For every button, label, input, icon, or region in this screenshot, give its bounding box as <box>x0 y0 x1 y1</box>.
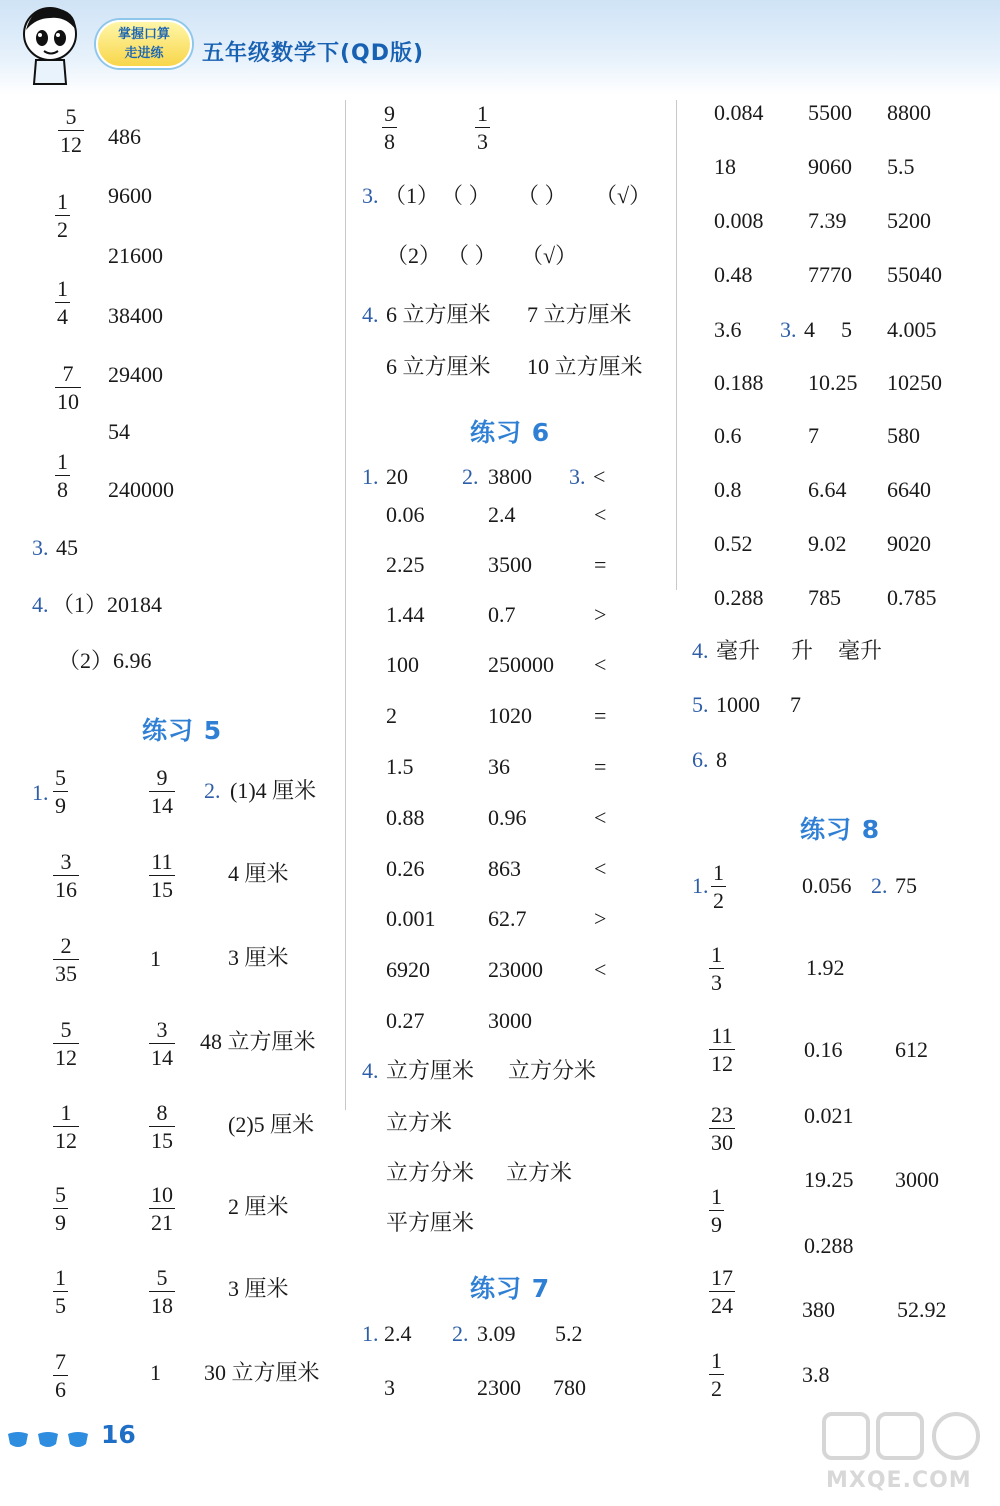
fraction <box>709 941 724 996</box>
fraction <box>709 1022 735 1077</box>
numerator: 2 <box>60 933 72 958</box>
answer-value: 3000 <box>895 1167 939 1192</box>
numerator: 5 <box>156 1265 168 1290</box>
cell: 8800 <box>887 100 931 125</box>
fraction <box>149 848 175 903</box>
answer-value: 2300 <box>477 1375 521 1400</box>
fraction <box>53 932 79 987</box>
numerator: 9 <box>156 765 168 790</box>
denominator: 12 <box>60 132 82 157</box>
cell: 7.39 <box>808 208 847 233</box>
logo-line-2: 走进练 <box>124 46 164 61</box>
answer-value: 45 <box>56 535 78 560</box>
answer-value: 9600 <box>108 183 152 208</box>
denominator: 15 <box>151 877 173 902</box>
cell: 0.88 <box>386 805 425 830</box>
answer-value: 780 <box>553 1375 586 1400</box>
comparison-sign: < <box>594 502 607 527</box>
answer-value: 3800 <box>488 464 532 489</box>
denominator: 10 <box>57 389 79 414</box>
column-divider-right <box>676 100 677 590</box>
cell: 9.02 <box>808 531 847 556</box>
answer-value: 38400 <box>108 303 163 328</box>
numerator: 11 <box>711 1023 733 1048</box>
cell: 0.52 <box>714 531 753 556</box>
cell: 18 <box>714 154 736 179</box>
numerator: 11 <box>151 849 173 874</box>
mascot-icon <box>20 4 82 86</box>
numerator: 1 <box>477 101 488 126</box>
answer-value: （2）6.96 <box>58 648 152 673</box>
numerator: 7 <box>62 361 74 386</box>
column-divider-left <box>345 100 346 1110</box>
question-number: 4. <box>32 592 49 617</box>
answer-value: (1)4 厘米 <box>230 778 317 803</box>
cell: 9020 <box>887 531 931 556</box>
fraction <box>475 100 490 155</box>
numerator: 3 <box>156 1017 168 1042</box>
cell: 3.6 <box>714 317 742 342</box>
denominator: 8 <box>57 477 68 502</box>
cell: 7 <box>808 423 819 448</box>
denominator: 6 <box>55 1377 66 1402</box>
denominator: 2 <box>713 888 724 913</box>
cell: 2.25 <box>386 552 425 577</box>
question-number: 1. <box>32 780 49 805</box>
answer-value: （√） <box>521 243 578 268</box>
fraction <box>709 1347 724 1402</box>
denominator: 35 <box>55 961 77 986</box>
answer-value: 0.021 <box>804 1103 854 1128</box>
answer-value: 75 <box>895 873 917 898</box>
denominator: 9 <box>711 1212 722 1237</box>
answer-value: （ ） <box>441 183 491 208</box>
comparison-sign: = <box>594 754 607 779</box>
footer-decoration-icon <box>6 1428 96 1452</box>
cell: 7770 <box>808 262 852 287</box>
answer-value: (2)5 厘米 <box>228 1112 315 1137</box>
numerator: 10 <box>151 1182 173 1207</box>
answer-value: （√） <box>595 183 652 208</box>
question-number: 2. <box>871 873 888 898</box>
cell: 55040 <box>887 262 942 287</box>
cell: 0.26 <box>386 856 425 881</box>
answer-value: （1） <box>384 183 440 208</box>
logo-line-1: 掌握口算 <box>117 27 170 42</box>
cell: 580 <box>887 423 920 448</box>
answer-value: 立方分米 <box>386 1160 475 1185</box>
numerator: 1 <box>57 189 68 214</box>
cell: 1.44 <box>386 602 425 627</box>
denominator: 2 <box>711 1376 722 1401</box>
answer-value: < <box>593 464 606 489</box>
numerator: 5 <box>55 1182 66 1207</box>
comparison-sign: > <box>594 602 607 627</box>
denominator: 4 <box>57 304 68 329</box>
series-logo <box>96 20 192 68</box>
answer-value: 0.056 <box>802 873 852 898</box>
answer-value: 3.8 <box>802 1362 830 1387</box>
watermark-text: MXQE.COM <box>826 1468 972 1493</box>
answer-value: 7 立方厘米 <box>527 302 632 327</box>
cell: 0.06 <box>386 502 425 527</box>
answer-value: （ ） <box>517 183 567 208</box>
answer-value: 1.92 <box>806 955 845 980</box>
answer-value: 48 立方厘米 <box>200 1029 316 1054</box>
cell: 0.785 <box>887 585 937 610</box>
cell: 6.64 <box>808 477 847 502</box>
numerator: 1 <box>711 942 722 967</box>
denominator: 12 <box>55 1128 77 1153</box>
cell: 0.8 <box>714 477 742 502</box>
denominator: 12 <box>711 1051 733 1076</box>
question-number: 2. <box>462 464 479 489</box>
answer-value: 1 <box>150 946 161 971</box>
fraction <box>149 764 175 819</box>
cell: 0.288 <box>714 585 764 610</box>
question-number: 3. <box>780 317 797 342</box>
denominator: 14 <box>151 793 173 818</box>
answer-value: 1 <box>150 1360 161 1385</box>
denominator: 30 <box>711 1130 733 1155</box>
comparison-sign: < <box>594 652 607 677</box>
answer-value: 21600 <box>108 243 163 268</box>
comparison-sign: < <box>594 805 607 830</box>
comparison-sign: > <box>594 906 607 931</box>
fraction <box>53 848 79 903</box>
denominator: 3 <box>711 970 722 995</box>
denominator: 9 <box>55 1210 66 1235</box>
question-number: 6. <box>692 747 709 772</box>
answer-value: 毫升 <box>716 638 761 663</box>
answer-value: 0.288 <box>804 1233 854 1258</box>
numerator: 1 <box>711 1348 722 1373</box>
answer-value: 6 立方厘米 <box>386 354 491 379</box>
answer-value: 30 立方厘米 <box>204 1360 320 1385</box>
answer-value: 1000 <box>716 692 760 717</box>
cell: 6640 <box>887 477 931 502</box>
answer-value: 240000 <box>108 477 174 502</box>
denominator: 8 <box>384 129 395 154</box>
numerator: 1 <box>711 1184 722 1209</box>
answer-value: （1）20184 <box>52 592 163 617</box>
answer-value: 立方厘米 <box>386 1058 475 1083</box>
answer-value: 平方厘米 <box>386 1210 475 1235</box>
cell: 0.6 <box>714 423 742 448</box>
denominator: 3 <box>477 129 488 154</box>
fraction <box>53 1016 79 1071</box>
numerator: 1 <box>55 1265 66 1290</box>
cell: 0.008 <box>714 208 764 233</box>
cell: 0.001 <box>386 906 436 931</box>
numerator: 17 <box>711 1265 733 1290</box>
book-title: 五年级数学下(QD版) <box>202 41 425 66</box>
answer-value: 0.16 <box>804 1037 843 1062</box>
fraction <box>55 275 70 330</box>
cell: 1.5 <box>386 754 414 779</box>
answer-value: 3 厘米 <box>228 945 289 970</box>
denominator: 9 <box>55 793 66 818</box>
comparison-sign: = <box>594 552 607 577</box>
answer-value: 8 <box>716 747 727 772</box>
answer-value: 立方米 <box>386 1110 453 1135</box>
numerator: 5 <box>60 1017 72 1042</box>
answer-value: 612 <box>895 1037 928 1062</box>
denominator: 14 <box>151 1045 173 1070</box>
question-number: 2. <box>204 778 221 803</box>
answer-value: 3 <box>384 1375 395 1400</box>
answer-value: 3 厘米 <box>228 1276 289 1301</box>
numerator: 8 <box>156 1100 168 1125</box>
cell: 0.96 <box>488 805 527 830</box>
cell: 0.48 <box>714 262 753 287</box>
question-number: 1. <box>362 1321 379 1346</box>
answer-value: 19.25 <box>804 1167 854 1192</box>
numerator: 1 <box>713 860 724 885</box>
section-heading: 练习 8 <box>800 815 881 844</box>
question-number: 4. <box>692 638 709 663</box>
denominator: 18 <box>151 1293 173 1318</box>
cell: 0.084 <box>714 100 764 125</box>
cell: 5 <box>841 317 852 342</box>
cell: 0.188 <box>714 370 764 395</box>
answer-value: 380 <box>802 1297 835 1322</box>
comparison-sign: < <box>594 957 607 982</box>
cell: 0.27 <box>386 1008 425 1033</box>
fraction <box>709 1183 724 1238</box>
question-number: 1. <box>692 873 709 898</box>
numerator: 9 <box>384 101 395 126</box>
question-number: 4. <box>362 302 379 327</box>
comparison-sign: = <box>594 703 607 728</box>
cell: 5500 <box>808 100 852 125</box>
fraction <box>58 103 84 158</box>
denominator: 2 <box>57 217 68 242</box>
answer-value: 54 <box>108 419 130 444</box>
cell: 5.5 <box>887 154 915 179</box>
section-heading: 练习 7 <box>470 1274 551 1303</box>
denominator: 24 <box>711 1293 733 1318</box>
cell: 1020 <box>488 703 532 728</box>
numerator: 3 <box>60 849 72 874</box>
cell: 4.005 <box>887 317 937 342</box>
fraction <box>53 1348 68 1403</box>
section-heading: 练习 5 <box>142 716 223 745</box>
answer-value: （2） <box>386 243 442 268</box>
answer-value: 486 <box>108 124 141 149</box>
numerator: 1 <box>57 276 68 301</box>
denominator: 21 <box>151 1210 173 1235</box>
fraction <box>709 1101 735 1156</box>
cell: 3000 <box>488 1008 532 1033</box>
answer-value: 4 厘米 <box>228 861 289 886</box>
question-number: 2. <box>452 1321 469 1346</box>
cell: 863 <box>488 856 521 881</box>
fraction <box>709 1264 735 1319</box>
answer-value: 7 <box>790 692 801 717</box>
answer-value: 立方米 <box>506 1160 573 1185</box>
question-number: 3. <box>569 464 586 489</box>
answer-value: 2.4 <box>384 1321 412 1346</box>
numerator: 5 <box>55 765 66 790</box>
fraction <box>149 1181 175 1236</box>
answer-value: 毫升 <box>838 638 883 663</box>
fraction <box>53 1264 68 1319</box>
answer-value: 升 <box>791 638 814 663</box>
answer-value: 29400 <box>108 362 163 387</box>
page-header <box>0 0 1000 95</box>
fraction <box>382 100 397 155</box>
fraction <box>711 859 726 914</box>
fraction <box>55 448 70 503</box>
denominator: 16 <box>55 877 77 902</box>
cell: 2 <box>386 703 397 728</box>
section-heading: 练习 6 <box>470 418 551 447</box>
answer-value: 6 立方厘米 <box>386 302 491 327</box>
fraction <box>53 764 68 819</box>
answer-value: 10 立方厘米 <box>527 354 643 379</box>
fraction <box>53 1099 79 1154</box>
cell: 9060 <box>808 154 852 179</box>
fraction <box>55 188 70 243</box>
question-number: 1. <box>362 464 379 489</box>
numerator: 7 <box>55 1349 66 1374</box>
cell: 6920 <box>386 957 430 982</box>
numerator: 23 <box>711 1102 733 1127</box>
denominator: 15 <box>151 1128 173 1153</box>
answer-value: 5.2 <box>555 1321 583 1346</box>
numerator: 1 <box>60 1100 72 1125</box>
answer-value: 20 <box>386 464 408 489</box>
fraction <box>55 360 81 415</box>
question-number: 4. <box>362 1058 379 1083</box>
cell: 36 <box>488 754 510 779</box>
cell: 10.25 <box>808 370 858 395</box>
cell: 4 <box>804 317 815 342</box>
denominator: 12 <box>55 1045 77 1070</box>
denominator: 5 <box>55 1293 66 1318</box>
fraction <box>53 1181 68 1236</box>
page-number: 16 <box>101 1420 136 1449</box>
answer-value: 52.92 <box>897 1297 947 1322</box>
cell: 3500 <box>488 552 532 577</box>
question-number: 3. <box>32 535 49 560</box>
cell: 2.4 <box>488 502 516 527</box>
cell: 10250 <box>887 370 942 395</box>
cell: 785 <box>808 585 841 610</box>
answer-value: 立方分米 <box>508 1058 597 1083</box>
question-number: 5. <box>692 692 709 717</box>
cell: 250000 <box>488 652 554 677</box>
answer-value: 2 厘米 <box>228 1194 289 1219</box>
comparison-sign: < <box>594 856 607 881</box>
fraction <box>149 1264 175 1319</box>
question-number: 3. <box>362 183 379 208</box>
cell: 5200 <box>887 208 931 233</box>
cell: 0.7 <box>488 602 516 627</box>
cell: 23000 <box>488 957 543 982</box>
fraction <box>149 1099 175 1154</box>
answer-value: 3.09 <box>477 1321 516 1346</box>
fraction <box>149 1016 175 1071</box>
answer-value: （ ） <box>447 243 497 268</box>
numerator: 5 <box>65 104 77 129</box>
numerator: 1 <box>57 449 68 474</box>
cell: 100 <box>386 652 419 677</box>
cell: 62.7 <box>488 906 527 931</box>
